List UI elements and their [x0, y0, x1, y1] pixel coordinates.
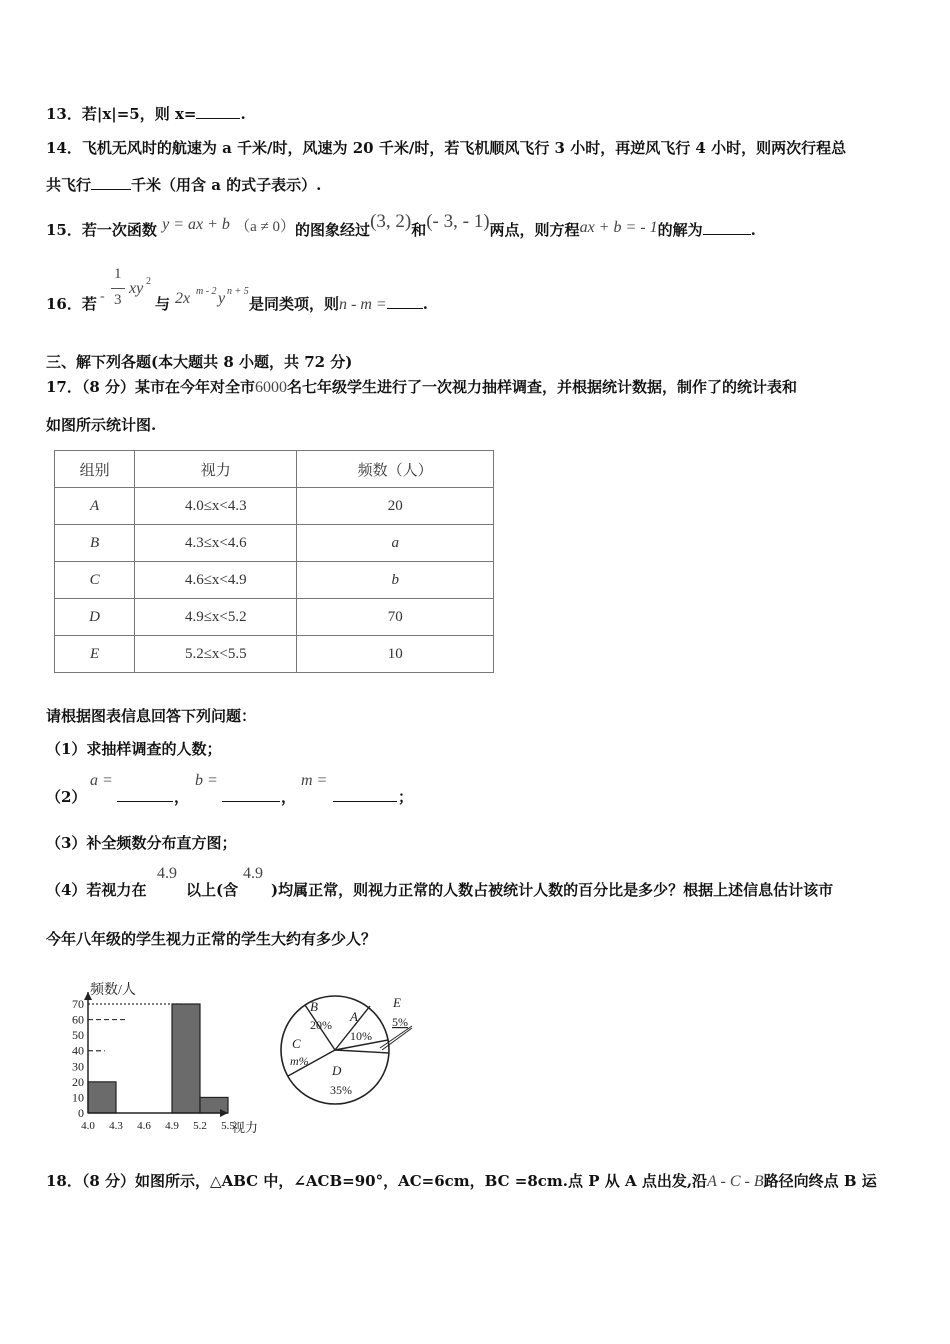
question-18 — [46, 1170, 877, 1191]
histogram-y-tick-label: 60 — [72, 1012, 84, 1027]
q16-text2: 与 — [155, 295, 171, 313]
histogram-x-tick-label: 4.3 — [109, 1120, 123, 1132]
question-16-lead — [46, 293, 97, 314]
q17-sub1: （1）求抽样调查的人数； — [46, 740, 222, 758]
table-cell-group: D — [55, 599, 135, 636]
pie-value-d: 35% — [330, 1083, 352, 1097]
histogram-x-tick-label: 4.6 — [137, 1120, 151, 1132]
vision-table — [54, 450, 494, 673]
table-header-row — [55, 451, 494, 488]
q17-sub4-text1: （4）若视力在 — [46, 881, 147, 899]
histogram-y-tick-label: 30 — [72, 1059, 84, 1074]
table-row — [55, 525, 494, 562]
question-14-line1 — [46, 137, 846, 158]
q16-end: . — [422, 295, 428, 313]
q18-text1: （8 分）如图所示，△ABC 中，∠ACB=90°，AC=6cm，BC =8cm.点 P 从 A 点出发,沿 — [81, 1172, 708, 1190]
question-13 — [46, 103, 246, 124]
q16-monomial1: xy — [129, 280, 144, 297]
histogram-y-tick-label: 50 — [72, 1028, 84, 1043]
pie-value-e: 5% — [392, 1015, 408, 1029]
histogram-y-tick-label: 70 — [72, 997, 84, 1011]
q17-sub2-a-blank[interactable] — [117, 789, 173, 802]
pie-label-d: D — [332, 1063, 342, 1078]
pie-value-a: 10% — [350, 1029, 372, 1043]
q16-fraction-bar — [111, 288, 125, 289]
q16-monomial2-x-exponent: m - 2 — [196, 286, 217, 297]
q15-text3: 和 — [411, 221, 427, 239]
pie-label-b: B — [310, 999, 318, 1014]
q15-point1: (3, 2) — [370, 211, 412, 232]
q13-answer-blank[interactable] — [196, 106, 240, 119]
q17-number: 17． — [46, 378, 82, 396]
question-17-line1 — [46, 376, 797, 397]
q17-sub2-a-label: a = — [90, 772, 113, 789]
table-cell-group: B — [55, 525, 135, 562]
q15-end: . — [750, 221, 756, 239]
q15-condition: （a ≠ 0） — [235, 219, 296, 235]
table-cell-frequency: 20 — [297, 488, 494, 525]
pie-value-b: 20% — [310, 1018, 332, 1032]
q13-text: 若|x|=5，则 x= — [81, 105, 197, 123]
q14-number: 14． — [46, 139, 82, 157]
pie-label-a: A — [350, 1009, 358, 1024]
histogram-x-tick-label: 5.2 — [193, 1120, 207, 1132]
section-heading: 三、解下列各题(本大题共 8 小题，共 72 分) — [46, 353, 353, 371]
q15-function: y = ax + b — [162, 216, 230, 233]
q13-number: 13． — [46, 105, 82, 123]
q15-text1: 若一次函数 — [81, 221, 157, 239]
table-cell-range: 5.2≤x<5.5 — [135, 636, 297, 673]
histogram-x-tick-label: 4.0 — [81, 1120, 95, 1132]
pie-label-e: E — [393, 995, 401, 1010]
q15-text2: 的图象经过 — [295, 221, 371, 239]
histogram-y-tick-label: 10 — [72, 1090, 84, 1105]
q15-answer-blank[interactable] — [703, 222, 751, 235]
q17-text2: 名七年级学生进行了一次视力抽样调查，并根据统计数据，制作了的统计表和 — [287, 378, 798, 396]
table-cell-range: 4.0≤x<4.3 — [135, 488, 297, 525]
table-row — [55, 599, 494, 636]
q17-sub2-b-label: b = — [195, 772, 218, 789]
q17-prompt: 请根据图表信息回答下列问题： — [46, 707, 257, 725]
q14-text-line1: 飞机无风时的航速为 a 千米/时，风速为 20 千米/时，若飞机顺风飞行 3 小时，再逆风飞行 4 小时，则两次行程总 — [81, 139, 847, 157]
q16-monomial1-exponent: 2 — [146, 276, 151, 287]
q17-text1: （8 分）某市在今年对全市 — [81, 378, 256, 396]
table-cell-range: 4.9≤x<5.2 — [135, 599, 297, 636]
table-cell-frequency: a — [297, 525, 494, 562]
q15-number: 15． — [46, 221, 82, 239]
table-cell-range: 4.6≤x<4.9 — [135, 562, 297, 599]
histogram-bar — [88, 1082, 116, 1113]
table-cell-group: C — [55, 562, 135, 599]
q16-fraction-numerator: 1 — [114, 266, 122, 282]
q16-monomial2-y-exponent: n + 5 — [227, 286, 249, 297]
q15-point2: (- 3, - 1) — [426, 211, 490, 232]
q17-sub2-sep: ， — [281, 788, 297, 806]
q17-sub2-m-label: m = — [301, 772, 328, 789]
histogram-y-title: 频数/人 — [90, 983, 136, 998]
table-row — [55, 488, 494, 525]
histogram-y-tick-label: 40 — [72, 1043, 84, 1058]
q16-fraction-denominator: 3 — [114, 292, 122, 308]
question-15 — [46, 211, 756, 246]
q14-answer-blank[interactable] — [91, 177, 131, 190]
pie-label-c: C — [292, 1036, 301, 1051]
q15-text5: 的解为 — [657, 221, 703, 239]
q14-text-line2a: 共飞行 — [46, 176, 92, 194]
q17-sub4-text3: )均属正常，则视力正常的人数占被统计人数的百分比是多少？根据上述信息估计该市 — [271, 881, 834, 899]
table-cell-group: E — [55, 636, 135, 673]
q16-answer-blank[interactable] — [387, 296, 423, 309]
q16-number: 16． — [46, 295, 82, 313]
histogram-x-tick-label: 5.5 — [221, 1120, 235, 1132]
table-header: 频数（人） — [297, 451, 494, 488]
q14-text-line2b: 千米（用含 a 的式子表示）. — [131, 176, 322, 194]
q15-text4: 两点，则方程 — [489, 221, 580, 239]
pie-value-c: m% — [290, 1054, 309, 1068]
histogram-bar — [200, 1097, 228, 1113]
q16-text3: 是同类项，则 — [249, 295, 340, 313]
q16-text1: 若 — [81, 295, 97, 313]
table-cell-range: 4.3≤x<4.6 — [135, 525, 297, 562]
q17-sub2-end: ； — [398, 788, 414, 806]
q16-monomial2-y: y — [218, 290, 226, 307]
q15-equation: ax + b = - 1 — [579, 219, 658, 236]
table-header: 视力 — [135, 451, 297, 488]
pie-divider — [335, 1050, 389, 1053]
table-row — [55, 562, 494, 599]
histogram-y-tick-label: 0 — [78, 1106, 84, 1120]
q17-sub2-label: （2） — [46, 788, 87, 806]
q17-sub2-m-blank[interactable] — [333, 789, 397, 802]
q17-count: 6000 — [255, 379, 288, 396]
pie-chart — [270, 990, 430, 1115]
q16-tail — [249, 293, 428, 314]
q17-sub4-value2: 4.9 — [243, 865, 263, 882]
q18-text2: 路径向终点 B 运 — [763, 1172, 877, 1190]
question-17-line2: 如图所示统计图. — [46, 416, 157, 434]
question-14-line2 — [46, 174, 321, 195]
table-header: 组别 — [55, 451, 135, 488]
table-row — [55, 636, 494, 673]
table-cell-group: A — [55, 488, 135, 525]
q18-number: 18． — [46, 1172, 82, 1190]
histogram-bar — [172, 1004, 200, 1113]
q16-negative-sign: - — [100, 289, 105, 304]
q13-end: . — [240, 105, 246, 123]
table-cell-frequency: 70 — [297, 599, 494, 636]
table-cell-frequency: 10 — [297, 636, 494, 673]
q16-monomial2-x: 2x — [175, 290, 191, 307]
q16-expression: n - m = — [339, 296, 387, 313]
q17-sub3: （3）补全频数分布直方图； — [46, 834, 237, 852]
histogram-y-tick-label: 20 — [72, 1074, 84, 1089]
histogram-chart — [40, 972, 280, 1142]
histogram-x-title: 视力 — [232, 1120, 259, 1135]
histogram-x-tick-label: 4.9 — [165, 1120, 179, 1132]
table-cell-frequency: b — [297, 562, 494, 599]
q18-path: A - C - B — [707, 1173, 764, 1190]
q17-sub2-sep: ， — [174, 788, 190, 806]
q17-sub2-b-blank[interactable] — [222, 789, 280, 802]
q17-sub4-text2: 以上(含 — [186, 881, 239, 899]
q17-sub4-value1: 4.9 — [157, 865, 177, 882]
q17-sub4-line2: 今年八年级的学生视力正常的学生大约有多少人？ — [46, 930, 377, 948]
